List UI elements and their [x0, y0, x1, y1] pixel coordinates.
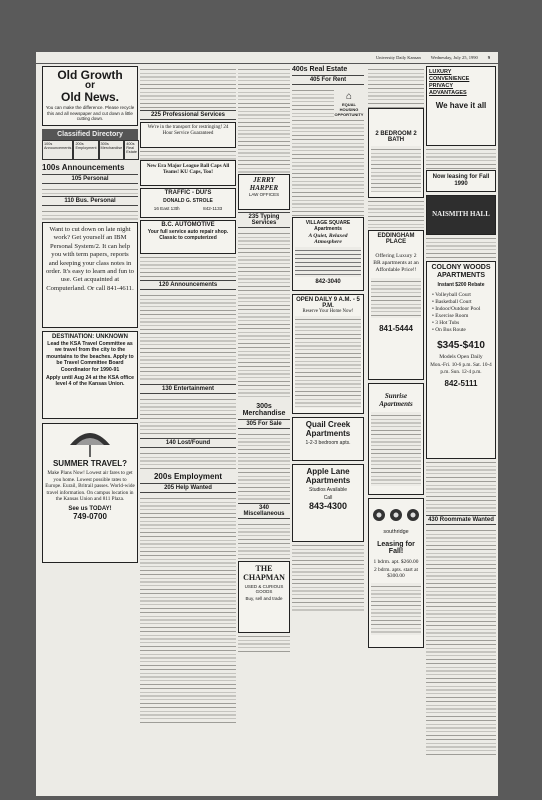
naismith-hall-logo	[426, 195, 496, 235]
chapman-addr: Buy, sell and trade	[245, 596, 283, 601]
lost-found-header: 140 Lost/Found	[140, 438, 236, 448]
colony-rebate: Instant $200 Rebate	[437, 282, 485, 288]
two-bedroom-ad	[368, 108, 424, 198]
traffic-title: TRAFFIC - DUI'S	[164, 190, 212, 196]
privacy-item: PRIVACY	[429, 83, 454, 89]
realestate-title: 400s Real Estate	[292, 66, 348, 73]
masthead-page: 9	[487, 55, 490, 60]
openday-title: OPEN DAILY 9 A.M. - 5 P.M.	[296, 297, 360, 309]
auto-sub: Your full service auto repair shop. Classic to computerized	[147, 229, 229, 241]
masthead-date: Wednesday, July 25, 1990	[430, 55, 478, 60]
roommate-header: 430 Roommate Wanted	[426, 515, 496, 525]
colony-woods-ad	[426, 261, 496, 459]
eddingham-phone: 841-5444	[379, 324, 413, 333]
merch-title: 300s Merchandise	[242, 403, 286, 417]
amenity-item: • Indoor/Outdoor Pool	[432, 306, 481, 312]
amenity-item: • 3 Hot Tubs	[432, 320, 460, 326]
advantages-item: ADVANTAGES	[429, 90, 467, 96]
directory-cats	[42, 140, 138, 160]
destination-body: Lead the KSA Travel Committee as we travel from the city to the mountains to the beaches. Apply to be Travel Committee Board Coordinator for 1990-91	[46, 341, 134, 373]
recycle-ad	[42, 66, 138, 126]
village-sub: A Quiet, Relaxed Atmosphere	[308, 233, 348, 245]
employment-title: 200s Employment	[153, 472, 223, 481]
bus-personal-header: 110 Bus. Personal	[42, 196, 138, 206]
summer-title: SUMMER TRAVEL?	[52, 459, 128, 468]
traffic-addr: 16 East 13th	[153, 206, 180, 211]
chapman-sub: USED & CURIOUS GOODS	[244, 584, 284, 594]
bedroom-title: 2 BEDROOM 2 BATH	[375, 131, 417, 143]
destination-footer: Apply until Aug 24 at the KSA office level 4 of the Kansas Union.	[45, 375, 135, 388]
eddingham-ad	[368, 230, 424, 380]
recycle-body: You can make the difference. Please recycle this and all newspaper and cut down a little cutting down.	[45, 105, 135, 121]
southridge-flower-icons	[371, 501, 421, 529]
chapman-title: THE CHAPMAN	[243, 564, 285, 582]
professional-header: 225 Professional Services	[140, 110, 236, 120]
summer-travel-ad	[42, 423, 138, 563]
apple-lane-ad	[292, 464, 364, 542]
announce-header: 120 Announcements	[140, 280, 236, 290]
repair-text: We're in the transport for restringing! 24 Hour Service Guaranteed	[147, 125, 229, 136]
summer-body: Make Plans Now! Lowest air fares to get you home. Lowest possible rates to Europe. Eurail, Britrail passes. World-wide travel information. On campus location in the Kansas Union and 811 Plaza.	[45, 470, 135, 503]
quail-creek-ad	[292, 417, 364, 461]
umbrella-icon	[45, 426, 135, 460]
harper-title: JERRY HARPER	[249, 176, 279, 192]
column-6	[426, 66, 496, 757]
amenity-item: • On Bus Route	[432, 327, 466, 333]
traffic-ad	[140, 188, 236, 218]
recycle-line2: or	[85, 80, 95, 91]
apple-phone: 843-4300	[308, 501, 348, 511]
now-leasing-badge: Now leasing for Fall 1990	[426, 170, 496, 192]
apple-sub: Studios Available	[309, 487, 347, 493]
column-5	[368, 66, 424, 648]
for-rent-header: 405 For Rent	[292, 75, 364, 85]
village-phone: 842-3040	[315, 279, 341, 285]
house-icon: ⌂	[345, 91, 353, 102]
naismith-features-ad	[426, 66, 496, 146]
naismith-title: NAISMITH HALL	[432, 210, 490, 218]
colony-phone: 842-5111	[444, 378, 478, 388]
equal-housing: ⌂ EQUAL HOUSING OPPORTUNITY	[334, 91, 364, 117]
village-square-ad	[292, 217, 364, 291]
auto-title: B.C. AUTOMOTIVE	[161, 222, 215, 228]
recycle-line3: Old News.	[60, 90, 119, 104]
personal-header: 105 Personal	[42, 174, 138, 184]
summer-cta: See us TODAY!	[68, 505, 112, 512]
colony-hours: Mon.-Fri. 10-6 p.m. Sat. 10-4 p.m. Sun. 12-4 p.m.	[430, 362, 492, 375]
southridge-name: southridge	[383, 529, 409, 535]
harper-sub: LAW OFFICES	[248, 192, 280, 197]
recycle-line1: Old Growth	[57, 68, 123, 82]
sunrise-title: Sunrise Apartments	[379, 392, 413, 408]
dir-cat-400: 400s Real Estate	[124, 140, 139, 160]
column-4	[292, 66, 364, 612]
misc-header: 340 Miscellaneous	[238, 503, 290, 519]
ibm-body: Want to cut down on late night work? Get yourself an IBM Personal System/2. It can help you with term papers, reports and keeping your class notes in order. It's easy to learn and fun to use. Get acquainted at Computerland. Or call 841-4611.	[46, 226, 134, 292]
dir-cat-200: 200s Employment	[73, 140, 98, 160]
leasing-price2: 2 bdrm. apts. start at $300.00	[373, 567, 418, 579]
leasing-title: Leasing for Fall!	[377, 541, 415, 555]
auto-ad	[140, 220, 236, 254]
masthead-paper: University Daily Kansan	[376, 55, 421, 60]
announcements-title: 100s Announcements	[42, 163, 125, 172]
southridge-ad	[368, 498, 424, 648]
for-sale-header: 305 For Sale	[238, 419, 290, 429]
colony-title: COLONY WOODS APARTMENTS	[431, 264, 491, 279]
convenience-item: CONVENIENCE	[429, 76, 470, 82]
open-daily-ad	[292, 294, 364, 414]
dir-cat-300: 300s Merchandise	[99, 140, 125, 160]
traffic-name: DONALD G. STROLE	[163, 198, 213, 204]
amenity-item: • Basketball Court	[432, 299, 472, 305]
quail-sub: 1-2-3 bedroom apts.	[305, 440, 351, 446]
newspaper-page	[36, 52, 498, 796]
destination-title: DESTINATION: UNKNOWN	[52, 334, 128, 340]
leasing-price: 1 bdrm. apt. $260.00	[373, 559, 419, 565]
help-wanted-header: 205 Help Wanted	[140, 483, 236, 493]
village-title: VILLAGE SQUARE Apartments	[305, 220, 351, 232]
summer-phone: 749-0700	[73, 511, 107, 521]
quail-title: Quail Creek Apartments	[305, 420, 351, 438]
ibm-ad	[42, 222, 138, 328]
openday-sub: Reserve Your Home Now!	[302, 309, 354, 314]
traffic-phone: 842-1133	[203, 206, 223, 211]
column-2	[140, 66, 236, 725]
wehave-title: We have it all	[435, 101, 487, 110]
typing-header: 235 Typing Services	[238, 212, 290, 228]
chapman-ad	[238, 561, 290, 633]
amenity-item: • Volleyball Court	[432, 292, 471, 298]
sports-text: New Era Major League Ball Caps All Teams! KU Caps, Too!	[146, 163, 230, 176]
entertainment-header: 130 Entertainment	[140, 384, 236, 394]
apple-call: Call	[323, 495, 333, 501]
destination-ad	[42, 331, 138, 419]
apple-title: Apple Lane Apartments	[305, 467, 351, 485]
column-3	[238, 66, 290, 653]
directory-title: Classified Directory	[42, 129, 138, 140]
luxury-item: LUXURY	[429, 69, 452, 75]
colony-price: $345-$410	[437, 340, 485, 351]
masthead	[36, 52, 498, 64]
sports-ad	[140, 160, 236, 186]
eddingham-sub: Offering Luxury 2 BR apartments at an Affordable Price!!	[373, 253, 419, 273]
harper-ad	[238, 174, 290, 210]
sunrise-ad	[368, 383, 424, 495]
repair-ad	[140, 122, 236, 148]
column-1	[42, 66, 138, 563]
dir-cat-100: 100s Announcements	[42, 140, 73, 160]
amenity-item: • Exercise Room	[432, 313, 469, 319]
eddingham-title: EDDINGHAM PLACE	[377, 233, 415, 245]
colony-models: Models Open Daily	[439, 354, 483, 360]
amenities-list	[429, 292, 493, 334]
